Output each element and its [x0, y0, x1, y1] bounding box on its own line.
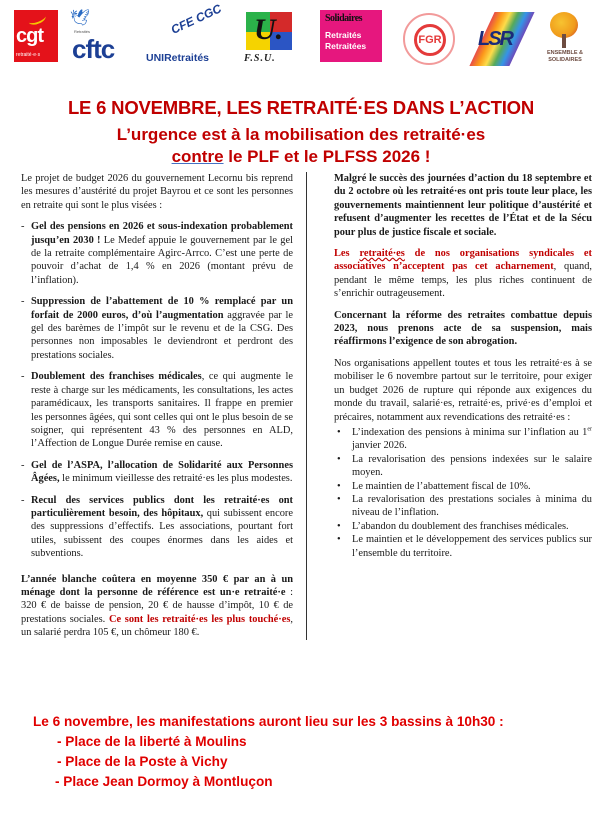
event-location: - Place Jean Dormoy à Montluçon — [55, 774, 273, 789]
list-item: - Recul des services publics dont les retraité·es ont particulièrement besoin, des hôpitaux, qui subissent encore des suppressions d’effectifs. Les associations, pourtant fort utiles, subissent des coupes énormes dans les aides et subventions. — [21, 494, 293, 560]
call-paragraph: Nos organisations appellent toutes et tous les retraité·es à se mobiliser le 6 novembre partout sur le territoire, pour exiger un budget 2026 de rupture qui réponde aux exigences du monde du travail, salarié·es, retraité·es, privé·es d’emploi et précaires, notamment aux revendications des retraité·es : — [334, 357, 592, 423]
list-item: - Gel de l’ASPA, l’allocation de Solidarité aux Personnes Âgées, le minimum vieillesse des retraité·es les plus modestes. — [21, 459, 293, 485]
event-location: - Place de la liberté à Moulins — [57, 734, 247, 749]
closing-paragraph: L’année blanche coûtera en moyenne 350 € par an à un ménage dont la personne de référence est un·e retraité·e : 320 € de baisse de pension, 20 € de hausse d’impôt, 10 € de prestations sociales. Ce sont les retraité·es les plus touché·es, un salarié perdra 105 €, un chômeur 180 €. — [21, 573, 293, 639]
event-location: - Place de la Poste à Vichy — [57, 754, 228, 769]
measures-list — [21, 220, 293, 560]
list-item: • L’indexation des pensions à minima sur l’inflation au 1er janvier 2026. — [337, 426, 592, 452]
right-column — [334, 172, 592, 560]
list-item: - Doublement des franchises médicales, ce qui augmente le reste à charge sur les médicaments, les consultations, les actes paramédicaux, les transports sanitaires. Il frappe en premier les personnes âgées, qui sont celles qui ont le plus besoin de se soigner, qui représentent 43 % des personnes en ALD, l’Affection de Longue Durée remise en cause. — [21, 371, 293, 450]
list-item: • La revalorisation des pensions indexées sur le salaire moyen. — [337, 453, 592, 479]
fgr-logo: FGR — [400, 10, 454, 66]
lsr-logo: LSR — [472, 10, 526, 66]
list-item: • Le maintien et le développement des services publics sur l’ensemble du territoire. — [337, 534, 592, 559]
left-column — [21, 172, 293, 640]
cfe-cgc-logo: CFE CGC UNIRetraités — [146, 1, 224, 64]
intro-paragraph: Le projet de budget 2026 du gouvernement Lecornu bis reprend les mesures d’austérité du projet Bayrou et ce sont les personnes en retraite qui sont le plus visées : — [21, 173, 293, 211]
underlined-word: contre — [171, 147, 224, 166]
demands-list — [334, 426, 592, 560]
solidaires-logo: Solidaires Retraités Retraitées — [320, 10, 382, 62]
refusal-paragraph: Les retraité·es de nos organisations syndicales et associatives n’acceptent pas cet acharnement, quand, pendant le même temps, les plus riches continuent de s’enrichir outrageusement. — [334, 248, 593, 300]
page-title: LE 6 NOVEMBRE, LES RETRAITÉ·ES DANS L’ACTION — [67, 97, 535, 118]
list-item: • La revalorisation des prestations sociales à minima du niveau de l’inflation. — [337, 493, 592, 519]
cgt-logo: cgt retraité·e·s — [14, 10, 58, 62]
fsu-logo: U. F.S.U. — [242, 10, 296, 66]
event-announcement — [33, 712, 504, 792]
list-item: • L’abandon du doublement des franchises médicales. — [337, 520, 569, 532]
logo-banner — [0, 1, 602, 68]
dove-icon: 🕊 — [70, 10, 91, 27]
cftc-logo: 🕊 Retraités cftc — [70, 10, 115, 64]
event-headline: Le 6 novembre, les manifestations auront lieu sur les 3 bassins à 10h30 : — [33, 714, 504, 729]
list-item: - Suppression de l’abattement de 10 % remplacé par un forfait de 2000 euros, d’où l’augmentation aggravée par le gel des barèmes de l’impôt sur le revenu et de la CSG. Des personnes non imposables le deviendront et perdront des prestations sociales. — [21, 296, 293, 361]
page-subtitle: L’urgence est à la mobilisation des retraité·es contre le PLF et le PLFSS 2026 ! — [116, 125, 486, 166]
list-item: • Le maintien de l’abattement fiscal de 10%. — [337, 480, 531, 492]
column-divider — [306, 172, 307, 640]
reform-paragraph: Concernant la réforme des retraites combattue depuis 2023, nous prenons acte de sa suspension, mais réaffirmons l’exigence de son abrogation. — [334, 309, 592, 348]
context-paragraph: Malgré le succès des journées d’action du 18 septembre et du 2 octobre où les retraité·es ont pris toute leur place, les gouvernements maintiennent leur politique d’austérité et refusent d’augmenter les recettes de l’État et de la Sécu pour plus de justice fiscale et sociale. — [334, 173, 592, 238]
ensemble-solidaires-logo: ENSEMBLE & SOLIDAIRES — [540, 10, 590, 66]
list-item: - Gel des pensions en 2026 et sous-indexation probablement jusqu’en 2030 ! Le Medef appuie le gouvernement par le gel de la retraite complémentaire Agirc-Arrco. C’est une perte de pouvoir d’achat de 1,4 % en 2026 (montant prévu de l’inflation). — [21, 221, 293, 286]
